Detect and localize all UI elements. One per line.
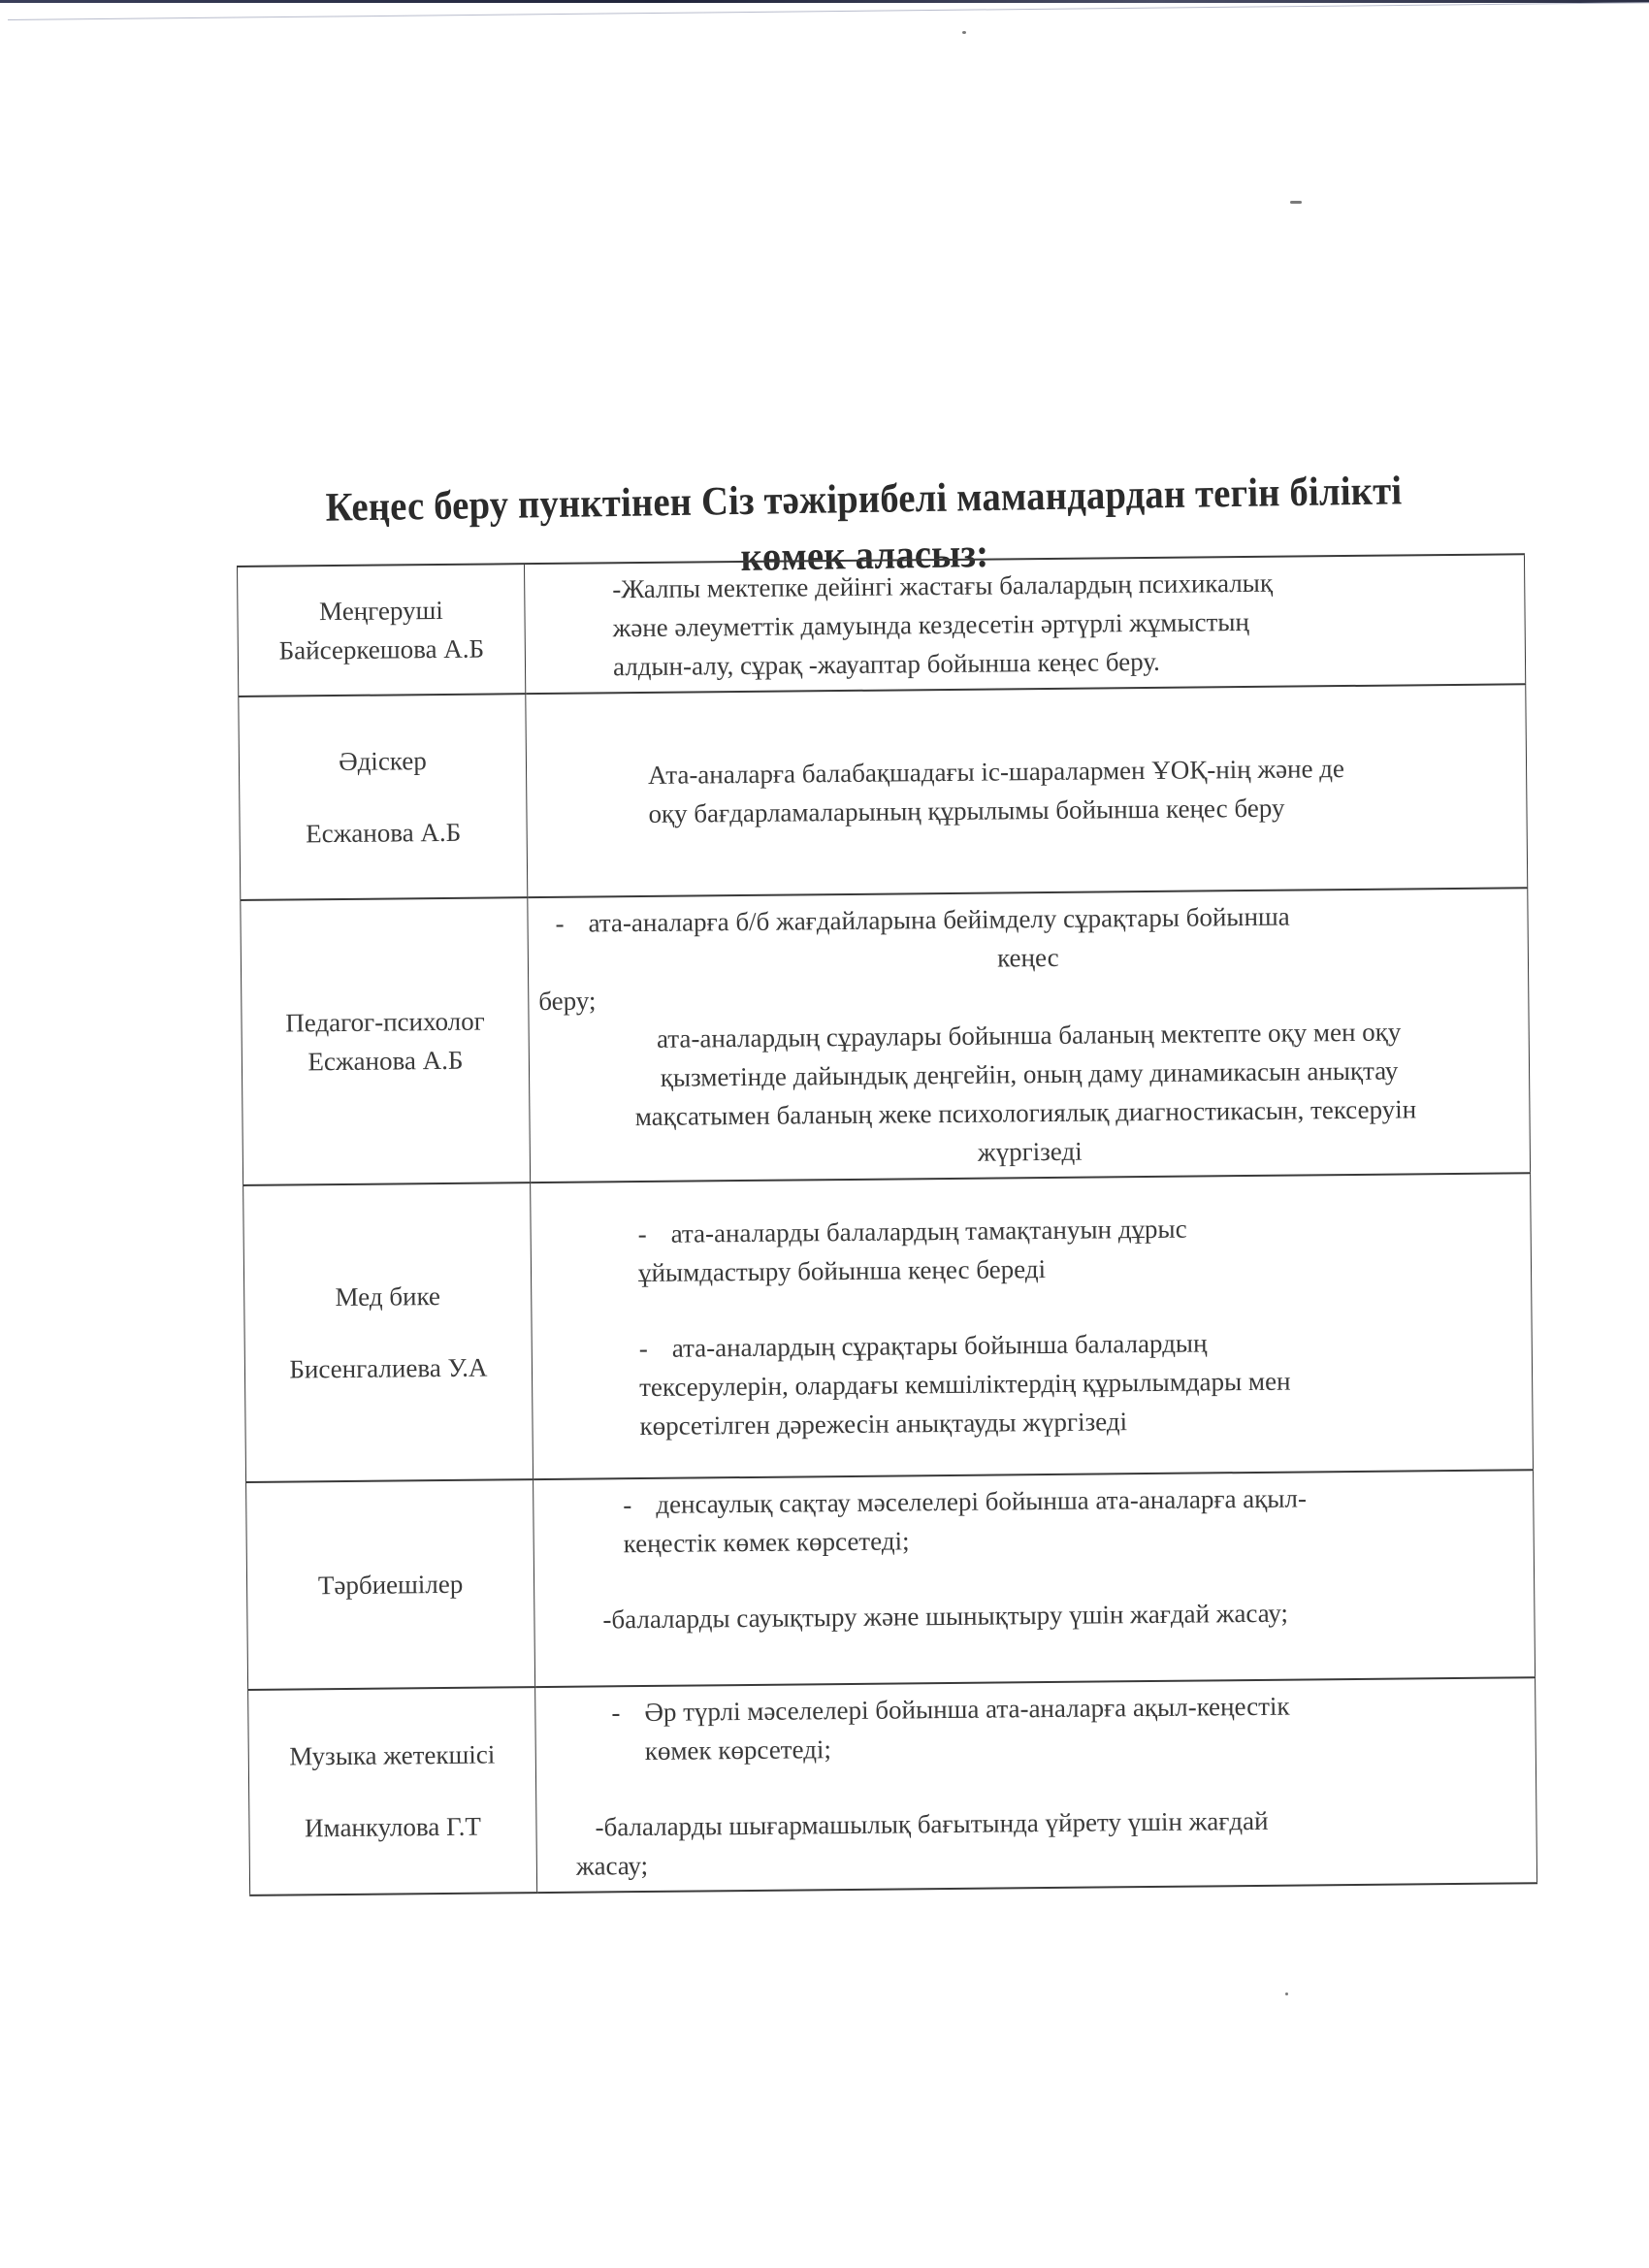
table-row [241, 888, 1531, 1185]
bullet-dash: - [611, 1698, 621, 1728]
scan-speck [1290, 201, 1302, 204]
table-row [243, 1173, 1534, 1482]
description-line: - денсаулық сақтау мәселелері бойынша ата-аналарға ақыл- [543, 1476, 1523, 1525]
description-line: беру; [538, 986, 597, 1017]
page-title-line-2: көмек аласыз: [740, 532, 989, 581]
role-title: Педагог-психолог [285, 1006, 485, 1038]
description-line: тексерулерін, олардағы кемшіліктердің құрылымдары мен [639, 1366, 1291, 1403]
description-line: көрсетілген дәрежесін анықтауды жүргізеді [639, 1407, 1128, 1442]
table-row [238, 554, 1526, 697]
description-cell [531, 1173, 1534, 1479]
description-line: Ата-аналарға балабақшадағы іс-шаралармен ҰОҚ-нің және де [647, 754, 1345, 790]
role-cell [248, 1687, 537, 1895]
bullet-dash: - [623, 1490, 632, 1520]
description-cell [526, 684, 1528, 897]
bullet-dash: - [637, 1218, 647, 1249]
table-row [246, 1470, 1536, 1690]
role-cell [246, 1479, 535, 1690]
scan-artifact-line [8, 2, 1649, 20]
table-row [239, 684, 1528, 900]
role-cell [241, 897, 531, 1185]
role-title: Тәрбиешілер [317, 1569, 464, 1601]
description-cell [524, 554, 1525, 694]
description-line: -балаларды шығармашылық бағытында үйрету үшін жағдай [595, 1805, 1269, 1842]
role-title: Музыка жетекшісі [289, 1739, 496, 1771]
description-cell [534, 1470, 1536, 1687]
description-line: - ата-аналардың сұрақтары бойынша балалардың [542, 1320, 1522, 1369]
description-line: - Әр түрлі мәселелері бойынша ата-аналарға ақыл-кеңестік [545, 1684, 1525, 1733]
page-title-line-1: Кеңес беру пунктінен Сіз тәжірибелі мамандардан тегін білікті [325, 469, 1403, 531]
table-row [248, 1677, 1537, 1895]
description-cell [535, 1677, 1537, 1893]
description-line: - ата-аналарды балалардың тамақтануын дұрыс [540, 1206, 1520, 1254]
role-person-name: Бисенгалиева У.А [289, 1352, 488, 1384]
description-line: -Жалпы мектепке дейінгі жастағы балалардың психикалық [612, 567, 1274, 604]
role-cell [243, 1183, 534, 1482]
role-person-name: Есжанова А.Б [307, 1045, 464, 1077]
consultation-table-wrapper [237, 553, 1537, 1896]
role-title: Меңгеруші [318, 595, 443, 627]
scan-speck [962, 31, 966, 34]
role-title: Әдіскер [338, 746, 427, 776]
description-line: ұйымдастыру бойынша кеңес береді [637, 1254, 1047, 1288]
description-line: жүргізеді [977, 1136, 1083, 1167]
description-line: көмек көрсетеді; [644, 1734, 832, 1766]
description-line: алдын-алу, сұрақ -жауаптар бойынша кеңес беру. [612, 646, 1160, 682]
description-line: кеңестік көмек көрсетеді; [623, 1526, 910, 1559]
role-person-name: Есжанова А.Б [306, 817, 462, 849]
role-person-name: Иманкулова Г.Т [304, 1811, 482, 1843]
role-title: Мед бике [335, 1281, 441, 1312]
description-cell [528, 888, 1531, 1183]
description-line: және әлеуметтік дамуында кездесетін әртүрлі жұмыстың [612, 606, 1250, 643]
bullet-dash: - [638, 1333, 648, 1364]
description-line: - ата-аналарға б/б жағдайларына бейімделу сұрақтары бойынша [537, 894, 1517, 943]
description-line: жасау; [575, 1850, 649, 1881]
scan-speck [1285, 1993, 1288, 1995]
description-line: -балаларды сауықтыру және шынықтыру үшін жағдай жасау; [602, 1598, 1289, 1635]
role-person-name: Байсеркешова А.Б [278, 633, 485, 665]
description-line: кеңес [997, 942, 1059, 973]
description-line: оқу бағдарламаларының құрылымы бойынша кеңес беру [648, 793, 1285, 828]
scan-top-edge [0, 0, 1649, 3]
role-cell [238, 564, 526, 697]
description-line: мақсатымен баланың жеке психологиялық диагностикасын, тексеруін [634, 1094, 1417, 1132]
description-line: қызметінде дайындық деңгейін, оның даму динамикасын анықтау [660, 1055, 1399, 1092]
bullet-dash: - [555, 908, 565, 938]
consultation-table [237, 553, 1537, 1896]
role-cell [239, 694, 528, 900]
description-line: ата-аналардың сұраулары бойынша баланың мектепте оқу мен оқу [656, 1017, 1402, 1053]
